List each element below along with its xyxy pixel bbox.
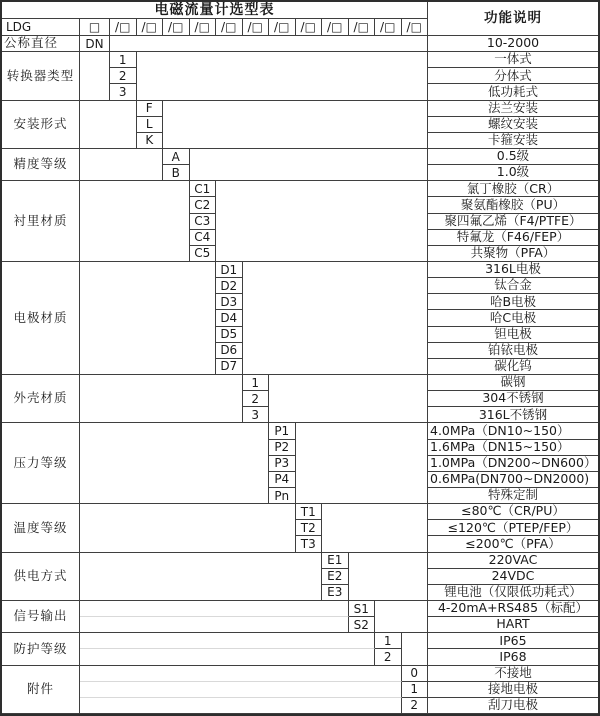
description-cell: 钽电极 [428, 327, 598, 343]
description-cell: IP68 [428, 649, 598, 665]
description-cell: 分体式 [428, 68, 598, 84]
code-cell: S2 [349, 617, 376, 633]
code-cell: Pn [269, 488, 296, 504]
description-cell: 钛合金 [428, 278, 598, 294]
code-cell: E2 [322, 569, 349, 585]
code-cell: T3 [296, 536, 323, 552]
code-cell: D6 [216, 343, 243, 359]
model-slot: /□ [137, 19, 164, 36]
description-cell: 24VDC [428, 569, 598, 585]
code-cell: D2 [216, 278, 243, 294]
code-cell: P4 [269, 472, 296, 488]
description-cell: 特氟龙（F46/FEP） [428, 230, 598, 246]
category-label: 防护等级 [2, 633, 80, 665]
code-cell: DN [80, 36, 110, 52]
filler [80, 262, 216, 375]
filler [216, 181, 428, 262]
description-cell: 氯丁橡胶（CR） [428, 181, 598, 197]
category-label: 电极材质 [2, 262, 80, 375]
model-slot: /□ [349, 19, 376, 36]
description-cell: 共聚物（PFA） [428, 246, 598, 262]
code-cell: D4 [216, 310, 243, 326]
description-cell: 卡箍安装 [428, 133, 598, 149]
description-cell: 哈C电极 [428, 310, 598, 326]
code-cell: K [137, 133, 164, 149]
filler [80, 423, 269, 504]
model-slot: /□ [375, 19, 402, 36]
description-cell: 聚四氟乙烯（F4/PTFE） [428, 214, 598, 230]
model-slot: /□ [322, 19, 349, 36]
filler [80, 698, 402, 714]
description-cell: 接地电极 [428, 682, 598, 698]
model-slot: /□ [216, 19, 243, 36]
filler [110, 36, 428, 52]
category-label: 信号输出 [2, 601, 80, 633]
category-label: 转换器类型 [2, 52, 80, 100]
description-cell: 304不锈钢 [428, 391, 598, 407]
description-cell: 1.0MPa（DN200~DN600） [430, 455, 597, 471]
code-cell: 3 [110, 84, 137, 100]
model-slot: /□ [190, 19, 217, 36]
code-cell: P2 [269, 440, 296, 456]
description-cell: 铂铱电极 [428, 343, 598, 359]
table-title: 电磁流量计选型表 [2, 2, 428, 19]
description-cell: 0.5级 [428, 149, 598, 165]
filler [190, 149, 429, 181]
model-prefix: LDG [2, 19, 80, 36]
code-cell: D5 [216, 327, 243, 343]
filler [80, 666, 402, 682]
description-cell: 4.0MPa（DN10~150） [428, 423, 598, 439]
description-cell: IP65 [428, 633, 598, 649]
code-cell: C3 [190, 214, 217, 230]
description-cell: 锂电池（仅限低功耗式） [428, 585, 598, 601]
code-cell: C5 [190, 246, 217, 262]
description-cell: ≤200℃（PFA） [428, 536, 598, 552]
code-cell: C2 [190, 197, 217, 213]
description-cell: 刮刀电极 [428, 698, 598, 714]
code-cell: C1 [190, 181, 217, 197]
description-cell: ≤80℃（CR/PU） [428, 504, 598, 520]
filler [322, 504, 428, 552]
category-label: 安装形式 [2, 101, 80, 149]
model-slot: /□ [243, 19, 270, 36]
filler [80, 149, 163, 181]
filler [80, 601, 349, 617]
filler [163, 101, 428, 149]
code-cell: L [137, 117, 164, 133]
description-cell: 低功耗式 [428, 84, 598, 100]
filler [375, 601, 428, 633]
filler [80, 181, 190, 262]
code-cell: 1 [402, 682, 429, 698]
description-cell: 一体式 [428, 52, 598, 68]
model-slot: /□ [296, 19, 323, 36]
description-cell: 特殊定制 [428, 488, 598, 504]
category-label: 温度等级 [2, 504, 80, 552]
code-cell: S1 [349, 601, 376, 617]
model-slot: /□ [269, 19, 296, 36]
filler [80, 617, 349, 633]
description-cell: 1.0级 [428, 165, 598, 181]
code-cell: D7 [216, 359, 243, 375]
code-cell: 2 [110, 68, 137, 84]
filler [349, 553, 429, 601]
category-label: 附件 [2, 666, 80, 714]
filler [137, 52, 429, 100]
description-cell: ≤120℃（PTEP/FEP） [428, 520, 598, 536]
filler [80, 101, 137, 149]
description-cell: 螺纹安装 [428, 117, 598, 133]
description-cell: 聚氨酯橡胶（PU） [428, 197, 598, 213]
category-label: 衬里材质 [2, 181, 80, 262]
code-cell: 1 [110, 52, 137, 68]
code-cell: 3 [243, 407, 270, 423]
category-label: 外壳材质 [2, 375, 80, 423]
code-cell: F [137, 101, 164, 117]
category-label: 供电方式 [2, 553, 80, 601]
filler [80, 633, 375, 649]
filler [243, 262, 429, 375]
description-cell: 1.6MPa（DN15~150） [428, 440, 598, 456]
description-column-header: 功能说明 [428, 2, 598, 36]
description-cell: 0.6MPa(DN700~DN2000) [428, 472, 598, 488]
filler [269, 375, 428, 423]
model-slot: /□ [163, 19, 190, 36]
code-cell: 1 [243, 375, 270, 391]
code-cell: 1 [375, 633, 402, 649]
model-first-box: □ [80, 19, 110, 36]
code-cell: D1 [216, 262, 243, 278]
code-cell: E3 [322, 585, 349, 601]
code-cell: E1 [322, 553, 349, 569]
code-cell: 2 [402, 698, 429, 714]
filler [80, 682, 402, 698]
description-cell: 220VAC [428, 553, 598, 569]
code-cell: P3 [269, 456, 296, 472]
category-label: 精度等级 [2, 149, 80, 181]
description-cell: 316L不锈钢 [428, 407, 598, 423]
description-cell: 316L电极 [428, 262, 598, 278]
description-cell: 不接地 [428, 666, 598, 682]
filler [402, 633, 429, 665]
description-cell: 碳化钨 [428, 359, 598, 375]
code-cell: D3 [216, 294, 243, 310]
filler [80, 375, 243, 423]
code-cell: 2 [243, 391, 270, 407]
category-label: 压力等级 [2, 423, 80, 504]
code-cell: 2 [375, 649, 402, 665]
filler [80, 52, 110, 100]
code-cell: C4 [190, 230, 217, 246]
code-cell: T2 [296, 520, 323, 536]
category-label: 公称直径 [2, 36, 80, 52]
code-cell: P1 [269, 423, 296, 439]
model-slot: /□ [402, 19, 429, 36]
description-cell: 4-20mA+RS485（标配） [428, 601, 598, 617]
filler [80, 553, 322, 601]
code-cell: T1 [296, 504, 323, 520]
model-slot: /□ [110, 19, 137, 36]
description-cell: 10-2000 [428, 36, 598, 52]
filler [80, 649, 375, 665]
code-cell: 0 [402, 666, 429, 682]
description-cell: 哈B电极 [428, 294, 598, 310]
description-cell: HART [428, 617, 598, 633]
description-cell: 法兰安装 [428, 101, 598, 117]
description-cell: 碳钢 [428, 375, 598, 391]
filler [80, 504, 296, 552]
code-cell: A [163, 149, 190, 165]
filler [296, 423, 429, 504]
code-cell: B [163, 165, 190, 181]
